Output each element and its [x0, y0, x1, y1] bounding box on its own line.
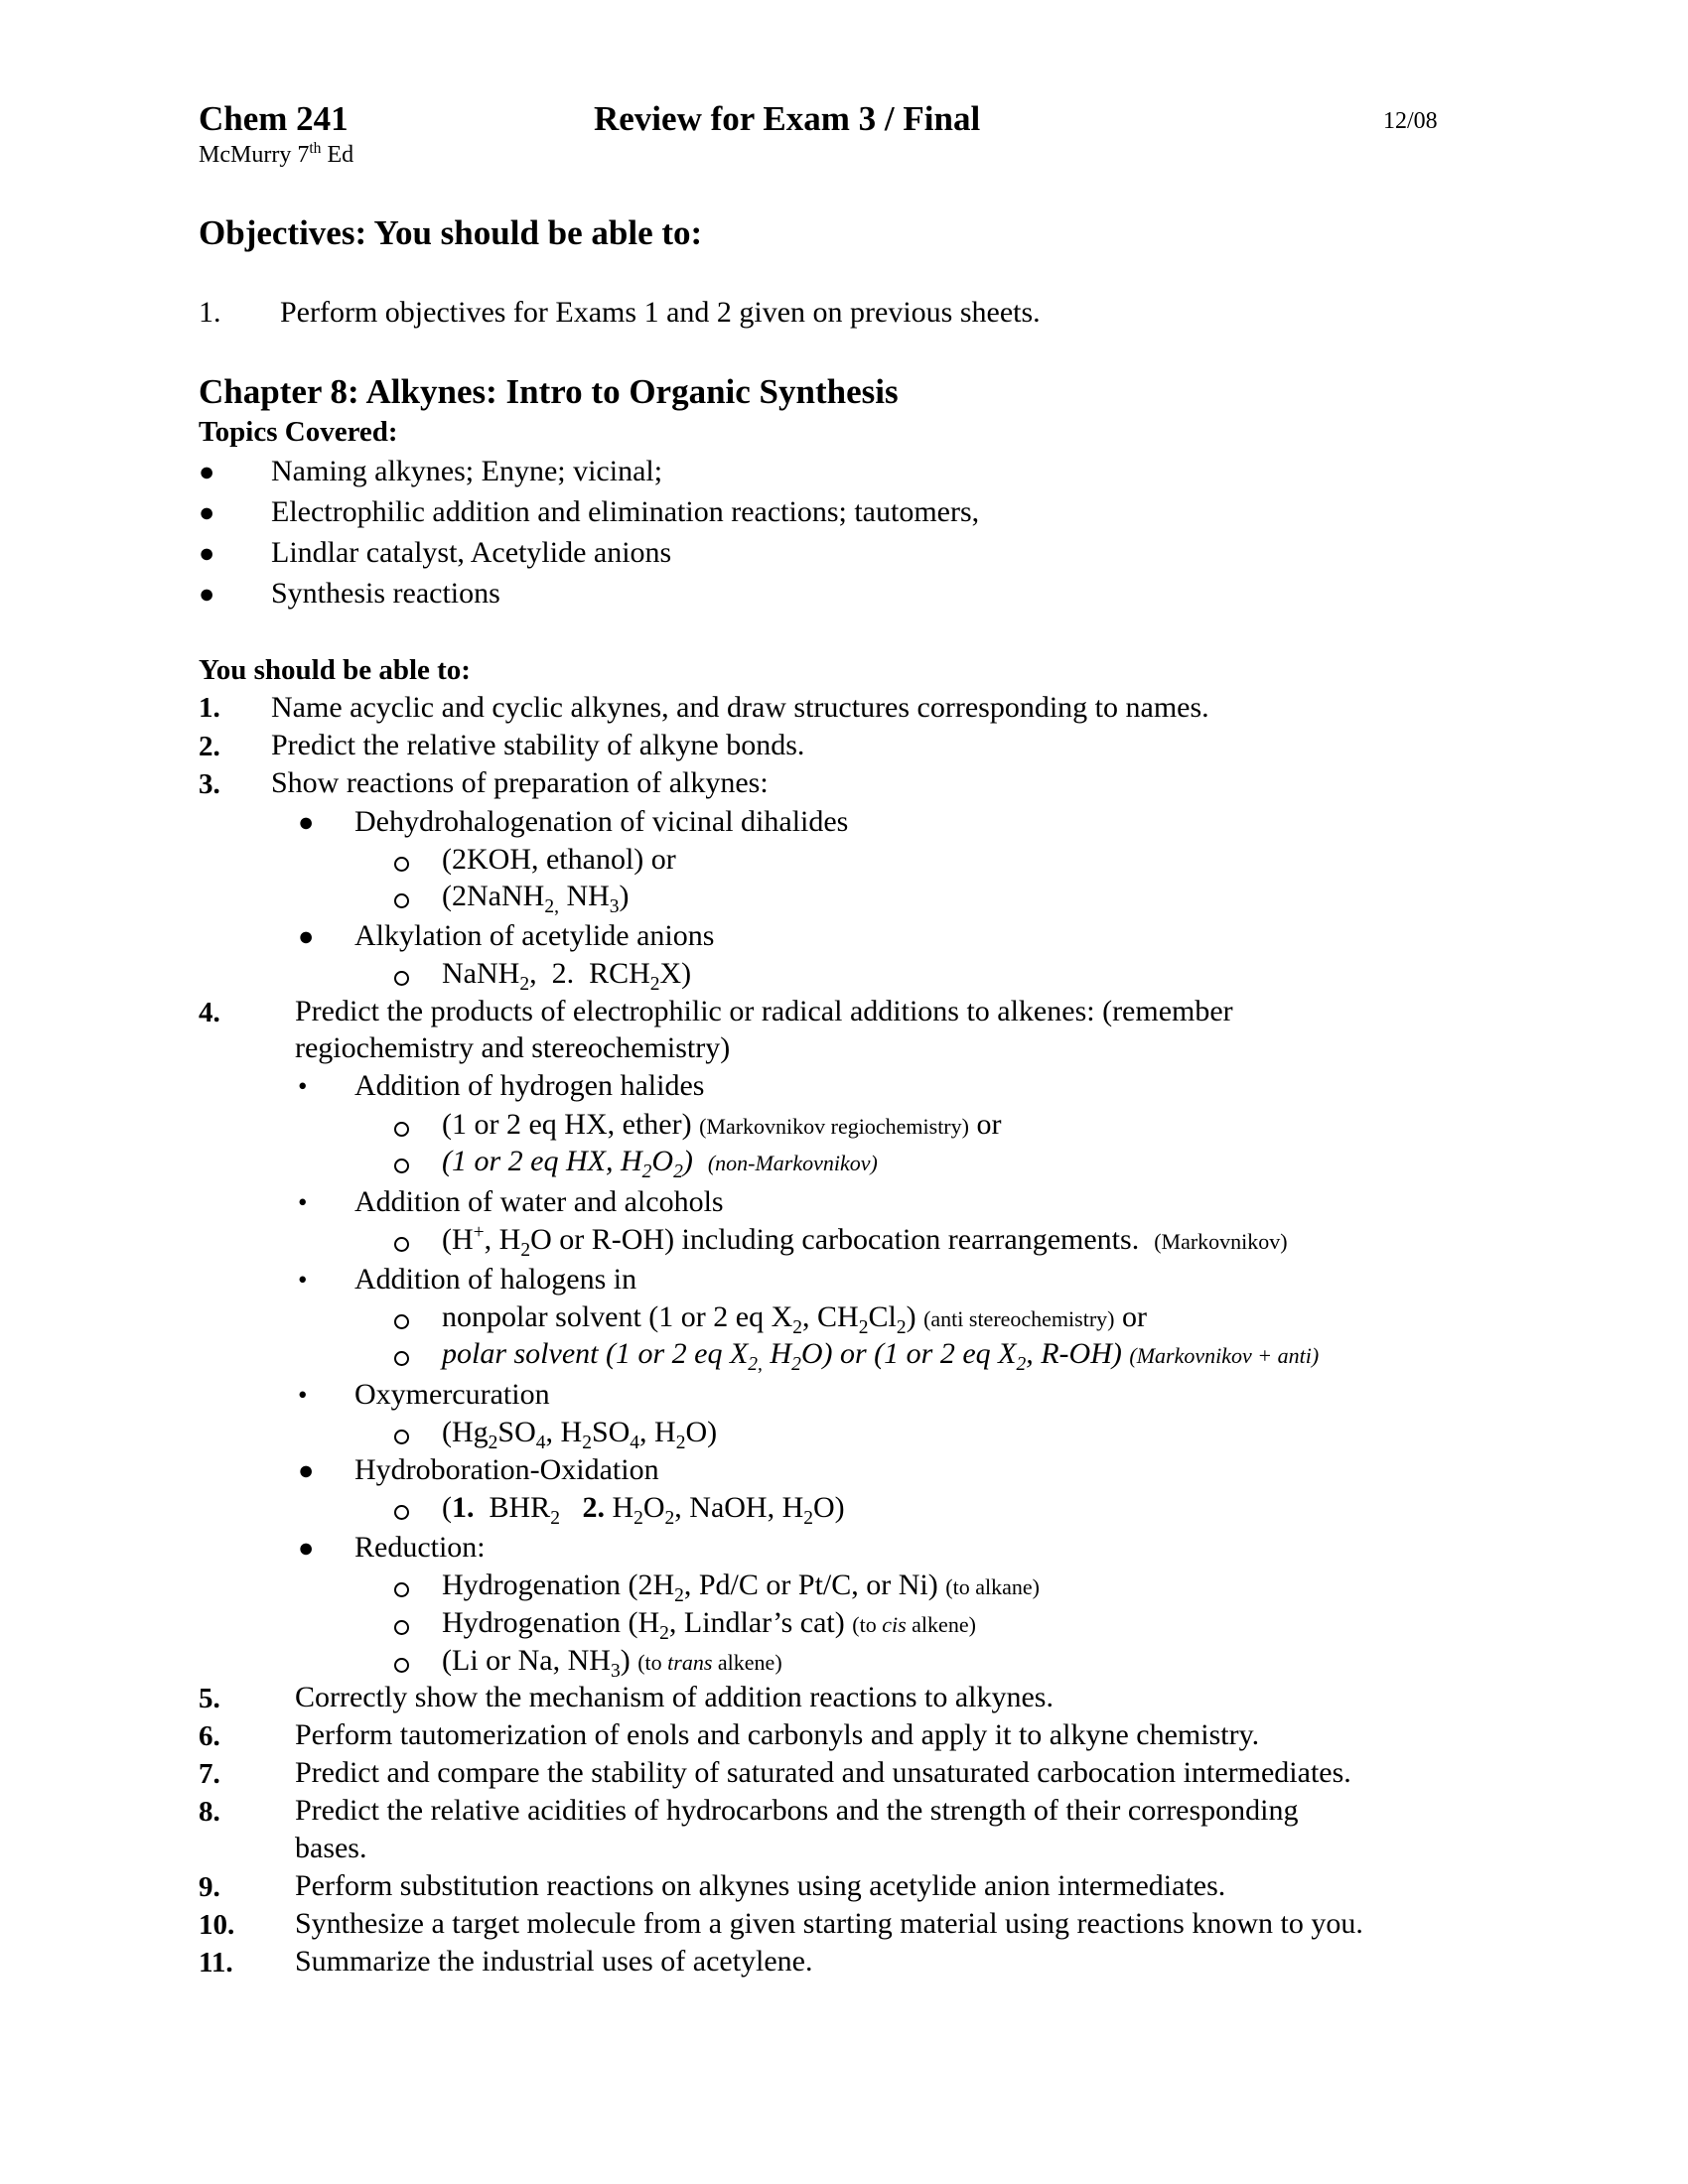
item-text: Summarize the industrial uses of acetylene.	[295, 1945, 813, 1978]
bullet-icon: ●	[199, 538, 215, 568]
circle-bullet-icon	[394, 1351, 409, 1371]
item-text: Correctly show the mechanism of addition reactions to alkynes.	[295, 1681, 1054, 1713]
sub-option: (2KOH, ethanol) or	[442, 843, 676, 876]
topics-heading: Topics Covered:	[199, 416, 398, 448]
objective-number: 1.	[199, 296, 221, 329]
topic-item: Naming alkynes; Enyne; vicinal;	[271, 455, 663, 487]
item-text: Predict the relative acidities of hydrocarbons and the strength of their corresponding	[295, 1794, 1299, 1827]
item-number: 10.	[199, 1909, 235, 1941]
bullet-icon: ●	[199, 497, 215, 527]
circle-bullet-icon	[394, 1314, 409, 1334]
item-text: Perform tautomerization of enols and carbonyls and apply it to alkyne chemistry.	[295, 1718, 1260, 1751]
date: 12/08	[1383, 108, 1438, 134]
document-title: Review for Exam 3 / Final	[594, 99, 981, 138]
item-number: 3.	[199, 768, 220, 800]
bullet-icon: ●	[298, 1533, 315, 1563]
able-heading: You should be able to:	[199, 654, 471, 686]
topic-item: Lindlar catalyst, Acetylide anions	[271, 536, 672, 569]
item-text: Predict the relative stability of alkyne bonds.	[271, 729, 805, 761]
item-text: Predict and compare the stability of saturated and unsaturated carbocation intermediates.	[295, 1756, 1351, 1789]
item-text: Synthesize a target molecule from a given starting material using reactions known to you.	[295, 1907, 1363, 1940]
sub-option: (1 or 2 eq HX, ether) (Markovnikov regiochemistry) or	[442, 1108, 1002, 1141]
item-text: Predict the products of electrophilic or radical additions to alkenes: (remember	[295, 995, 1233, 1027]
item-number: 7.	[199, 1758, 220, 1790]
item-text-continued: bases.	[295, 1832, 367, 1864]
sub-option: NaNH$_2$, 2. $RCH_2X$)	[442, 957, 692, 995]
item-number: 8.	[199, 1796, 220, 1828]
item-text: Show reactions of preparation of alkynes:	[271, 766, 769, 799]
bullet-icon: ●	[199, 579, 215, 609]
item-number: 9.	[199, 1871, 220, 1903]
sub-option: polar solvent (1 or 2 eq $X_{2,}$ $H_2O$) or (1 or 2 eq $X_2$, R-OH) (Markovnikov + anti)	[442, 1337, 1320, 1375]
sub-bullet: Oxymercuration	[354, 1378, 550, 1411]
item-number: 11.	[199, 1947, 233, 1979]
bullet-icon: ●	[298, 807, 315, 837]
item-number: 2.	[199, 731, 220, 762]
circle-bullet-icon	[394, 971, 409, 991]
circle-bullet-icon	[394, 1159, 409, 1178]
bullet-icon: •	[298, 1071, 308, 1101]
sub-option: (Li or Na, $NH_3$) (to trans alkene)	[442, 1644, 782, 1682]
circle-bullet-icon	[394, 893, 409, 913]
sub-bullet: Alkylation of acetylide anions	[354, 919, 715, 952]
sub-bullet: Dehydrohalogenation of vicinal dihalides	[354, 805, 849, 838]
bullet-icon: ●	[298, 921, 315, 951]
objectives-heading: Objectives: You should be able to:	[199, 213, 703, 252]
sub-bullet: Hydroboration-Oxidation	[354, 1453, 659, 1486]
topic-item: Synthesis reactions	[271, 577, 500, 610]
topic-item: Electrophilic addition and elimination reactions; tautomers,	[271, 495, 980, 528]
circle-bullet-icon	[394, 1505, 409, 1525]
sub-bullet: Addition of water and alcohols	[354, 1185, 724, 1218]
bullet-icon: •	[298, 1187, 308, 1217]
sub-option: (1 or 2 eq HX, $H_2O_2$) (non-Markovnikov)	[442, 1145, 878, 1182]
sub-option: Hydrogenation ($H_2$, Lindlar’s cat) (to cis alkene)	[442, 1606, 976, 1644]
sub-bullet: Reduction:	[354, 1531, 486, 1564]
circle-bullet-icon	[394, 1237, 409, 1257]
bullet-icon: ●	[199, 457, 215, 486]
textbook: McMurry 7th Ed	[199, 140, 354, 168]
sub-option: Hydrogenation ($2H_2$, Pd/C or Pt/C, or Ni) (to alkane)	[442, 1569, 1040, 1606]
item-number: 6.	[199, 1720, 220, 1752]
item-text: Perform substitution reactions on alkynes using acetylide anion intermediates.	[295, 1869, 1226, 1902]
sub-option: nonpolar solvent (1 or 2 eq $X_2$, $CH_2Cl_2$) (anti stereochemistry) or	[442, 1300, 1147, 1338]
sub-option: (2NaNH$_{2,}$ $NH_3$)	[442, 880, 630, 917]
circle-bullet-icon	[394, 1430, 409, 1449]
circle-bullet-icon	[394, 1582, 409, 1602]
objective-text: Perform objectives for Exams 1 and 2 given on previous sheets.	[280, 296, 1041, 329]
sub-option: (1. $BHR_2$ 2. $H_2O_2$, NaOH, $H_2O$)	[442, 1491, 845, 1529]
item-text-continued: regiochemistry and stereochemistry)	[295, 1031, 731, 1064]
circle-bullet-icon	[394, 857, 409, 877]
chapter-heading: Chapter 8: Alkynes: Intro to Organic Synthesis	[199, 372, 899, 411]
circle-bullet-icon	[394, 1658, 409, 1678]
item-number: 1.	[199, 692, 220, 724]
item-text: Name acyclic and cyclic alkynes, and draw structures corresponding to names.	[271, 691, 1209, 724]
course-title: Chem 241	[199, 99, 349, 138]
item-number: 5.	[199, 1683, 220, 1714]
sub-bullet: Addition of halogens in	[354, 1263, 637, 1296]
bullet-icon: •	[298, 1265, 308, 1295]
circle-bullet-icon	[394, 1122, 409, 1142]
bullet-icon: ●	[298, 1455, 315, 1485]
circle-bullet-icon	[394, 1620, 409, 1640]
sub-option: ($Hg_2SO_4$, $H_2SO_4$, $H_2O$)	[442, 1416, 718, 1453]
sub-bullet: Addition of hydrogen halides	[354, 1069, 705, 1102]
item-number: 4.	[199, 997, 220, 1028]
sub-option: (H+, $H_2O$ or R-OH) including carbocation rearrangements. (Markovnikov)	[442, 1222, 1288, 1261]
bullet-icon: •	[298, 1380, 308, 1410]
